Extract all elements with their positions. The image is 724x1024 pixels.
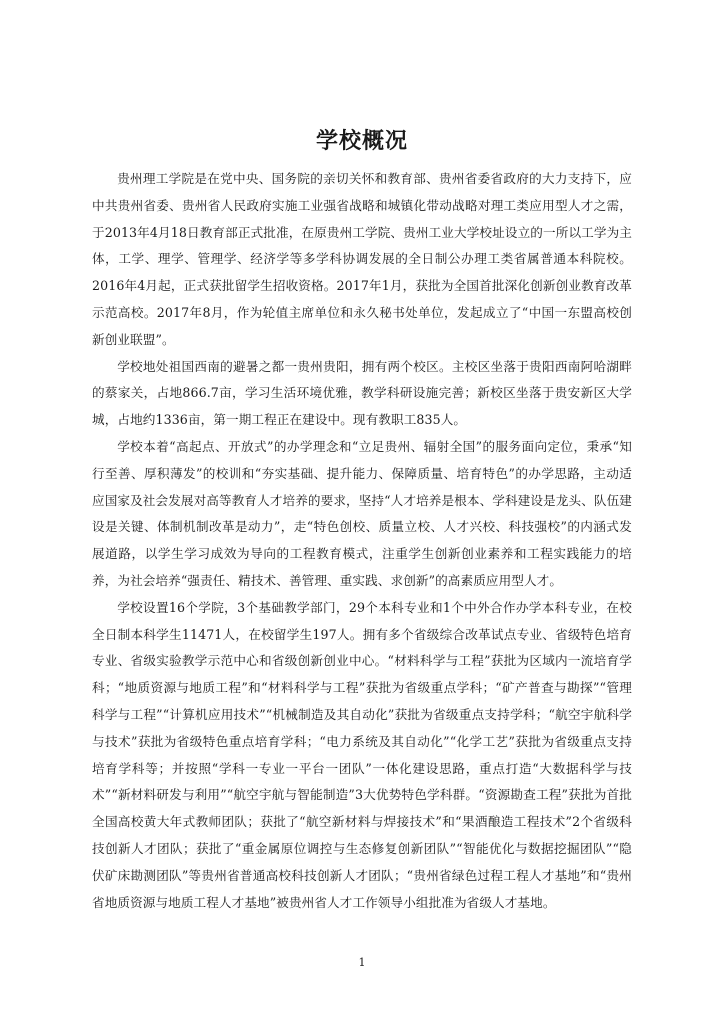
paragraph-location: 学校地处祖国西南的避暑之都一贵州贵阳，拥有两个校区。主校区坐落于贵阳西南阿哈湖畔的蔡家关，占地866.7亩，学习生活环境优雅，教学科研设施完善；新校区坐落于贵安新区大学城，占地约1336亩，第一期工程正在建设中。现有教职工835人。 [92,358,632,428]
document-body [92,166,632,916]
paragraph-disciplines: 学校设置16个学院，3个基础教学部门，29个本科专业和1个中外合作办学本科专业，在校全日制本科学生11471人，在校留学生197人。拥有多个省级综合改革试点专业、省级特色培育专业、省级实验教学示范中心和省级创新创业中心。“材料科学与工程”获批为区域内一流培育学科；“地质资源与地质工程”和“材料科学与工程”获批为省级重点学科；“矿产普查与勘探”“管理科学与工程”“计算机应用技术”“机械制造及其自动化”获批为省级重点支持学科；“航空宇航科学与技术”获批为省级特色重点培育学科；“电力系统及其自动化”“化学工艺”获批为省级重点支持培育学科等；并按照“学科一专业一平台一团队”一体化建设思路，重点打造“大数据科学与技术”“新材料研发与利用”“航空宇航与智能制造”3大优势特色学科群。“资源勘查工程”获批为首批全国高校黄大年式教师团队；获批了“航空新材料与焊接技术”和“果酒酿造工程技术”2个省级科技创新人才团队；获批了“重金属原位调控与生态修复创新团队”“智能优化与数据挖掘团队”“隐伏矿床勘测团队”等贵州省普通高校科技创新人才团队；“贵州省绿色过程工程人才基地”和“贵州省地质资源与地质工程人才基地”被贵州省人才工作领导小组批准为省级人才基地。 [92,599,632,910]
paragraph-philosophy: 学校本着“高起点、开放式”的办学理念和“立足贵州、辐射全国”的服务面向定位，秉承“知行至善、厚积薄发”的校训和“夯实基础、提升能力、保障质量、培育特色”的办学思路，主动适应国家及社会发展对高等教育人才培养的要求，坚持“人才培养是根本、学科建设是龙头、队伍建设是关键、体制机制改革是动力”，走“特色创校、质量立校、人才兴校、科技强校”的内涵式发展道路，以学生学习成效为导向的工程教育模式，注重学生创新创业素养和工程实践能力的培养，为社会培养“强责任、精技术、善管理、重实践、求创新”的高素质应用型人才。 [92,438,632,588]
page-title: 学校概况 [315,129,408,154]
page-number: 1 [358,956,366,969]
paragraph-intro: 贵州理工学院是在党中央、国务院的亲切关怀和教育部、贵州省委省政府的大力支持下，应中共贵州省委、贵州省人民政府实施工业强省战略和城镇化带动战略对理工类应用型人才之需，于2013年4月18日教育部正式批准，在原贵州工学院、贵州工业大学校址设立的一所以工学为主体，工学、理学、管理学、经济学等多学科协调发展的全日制公办理工类省属普通本科院校。2016年4月起，正式获批留学生招收资格。2017年1月，获批为全国首批深化创新创业教育改革示范高校。2017年8月，作为轮值主席单位和永久秘书处单位，发起成立了“中国一东盟高校创新创业联盟”。 [92,171,632,347]
